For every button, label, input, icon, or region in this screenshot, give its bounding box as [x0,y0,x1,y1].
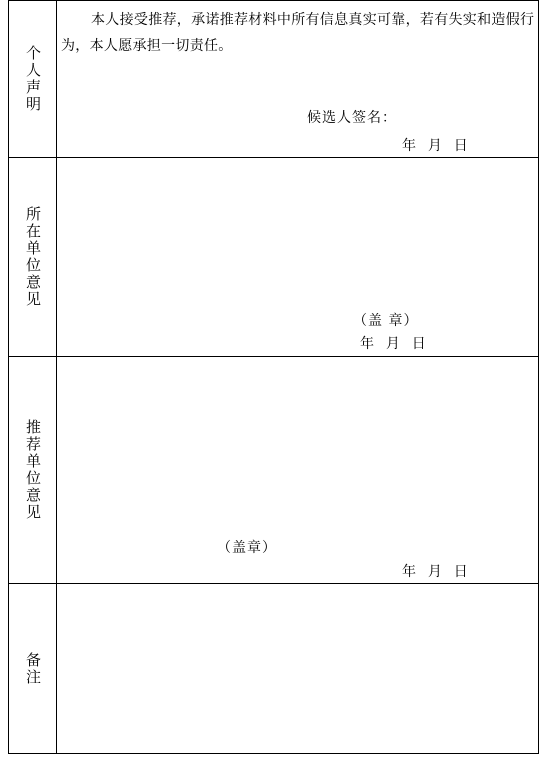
recommending-unit-date-label: 年 月 日 [402,564,469,580]
remarks-content-cell[interactable] [57,584,539,754]
declaration-label: 个人声明 [24,45,42,113]
recommendation-form-table [8,0,539,754]
unit-opinion-label-cell [9,158,57,357]
unit-opinion-row [9,158,539,357]
unit-opinion-content-cell [57,158,539,357]
recommending-unit-seal-label: （盖章） [217,540,277,556]
recommending-unit-label: 推荐单位意见 [24,419,42,521]
recommending-unit-content-cell [57,357,539,584]
remarks-label-cell [9,584,57,754]
candidate-signature-label: 候选人签名： [307,110,397,126]
recommending-unit-row [9,357,539,584]
declaration-date-label: 年 月 日 [402,138,469,154]
declaration-text: 本人接受推荐，承诺推荐材料中所有信息真实可靠，若有失实和造假行为，本人愿承担一切责任。 [61,12,535,54]
remarks-row [9,584,539,754]
declaration-content-cell [57,1,539,158]
unit-opinion-date-label: 年 月 日 [360,336,427,352]
declaration-label-cell [9,1,57,158]
unit-opinion-seal-label: （盖 章） [353,313,419,329]
declaration-row [9,1,539,158]
remarks-label: 备注 [24,651,42,686]
recommending-unit-label-cell [9,357,57,584]
unit-opinion-label: 所在单位意见 [24,206,42,308]
